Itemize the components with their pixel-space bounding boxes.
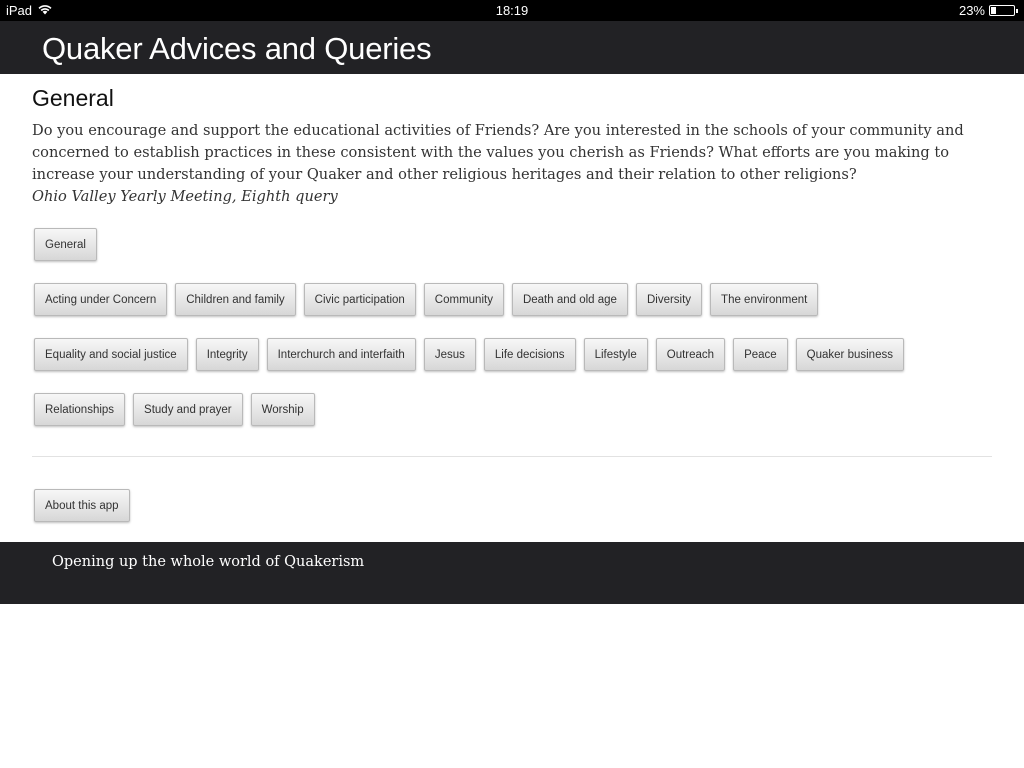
status-bar: [0, 0, 1024, 21]
about-row: [34, 489, 130, 522]
topic-row-3: [34, 338, 904, 371]
topic-button-the-environment[interactable]: The environment: [710, 283, 818, 316]
topic-button-worship[interactable]: Worship: [251, 393, 315, 426]
status-time: 18:19: [495, 3, 529, 18]
topic-button-community[interactable]: Community: [424, 283, 504, 316]
topic-row-1: [34, 228, 97, 261]
app-header: [0, 21, 1024, 74]
app-footer: [0, 542, 1024, 604]
section-title: General: [32, 85, 114, 111]
divider: [32, 456, 992, 457]
topic-row-4: [34, 393, 315, 426]
about-button[interactable]: About this app: [34, 489, 130, 522]
topic-button-acting-under-concern[interactable]: Acting under Concern: [34, 283, 167, 316]
topic-row-2: [34, 283, 818, 316]
topic-button-integrity[interactable]: Integrity: [196, 338, 259, 371]
topic-button-peace[interactable]: Peace: [733, 338, 788, 371]
topic-button-outreach[interactable]: Outreach: [656, 338, 725, 371]
battery-percent: 23%: [958, 3, 985, 18]
status-right: [959, 3, 1018, 18]
footer-tagline: Opening up the whole world of Quakerism: [52, 554, 365, 570]
topic-button-interchurch-and-interfaith[interactable]: Interchurch and interfaith: [267, 338, 416, 371]
topic-button-study-and-prayer[interactable]: Study and prayer: [133, 393, 243, 426]
topic-button-diversity[interactable]: Diversity: [636, 283, 702, 316]
query-source: Ohio Valley Yearly Meeting, Eighth query: [32, 188, 338, 205]
topic-button-relationships[interactable]: Relationships: [34, 393, 125, 426]
topic-button-jesus[interactable]: Jesus: [424, 338, 476, 371]
topic-button-death-and-old-age[interactable]: Death and old age: [512, 283, 628, 316]
topic-button-lifestyle[interactable]: Lifestyle: [584, 338, 648, 371]
query-text: Do you encourage and support the educational activities of Friends? Are you interested in the schools of your community and concerned to establish practices in these consistent with the values you cherish as Friends? What efforts are you making to increase your understanding of your Quaker and other religious heritages and their relation to other religions?: [32, 122, 964, 183]
topic-button-general[interactable]: General: [34, 228, 97, 261]
topic-button-children-and-family[interactable]: Children and family: [175, 283, 295, 316]
app-title: Quaker Advices and Queries: [42, 31, 432, 66]
topic-button-civic-participation[interactable]: Civic participation: [304, 283, 416, 316]
device-label: iPad: [6, 3, 33, 18]
topic-button-equality-and-social-justice[interactable]: Equality and social justice: [34, 338, 188, 371]
battery-fill: [991, 7, 996, 14]
topic-button-life-decisions[interactable]: Life decisions: [484, 338, 576, 371]
topic-button-quaker-business[interactable]: Quaker business: [796, 338, 904, 371]
battery-icon: [989, 5, 1015, 16]
query-panel: [32, 74, 992, 208]
